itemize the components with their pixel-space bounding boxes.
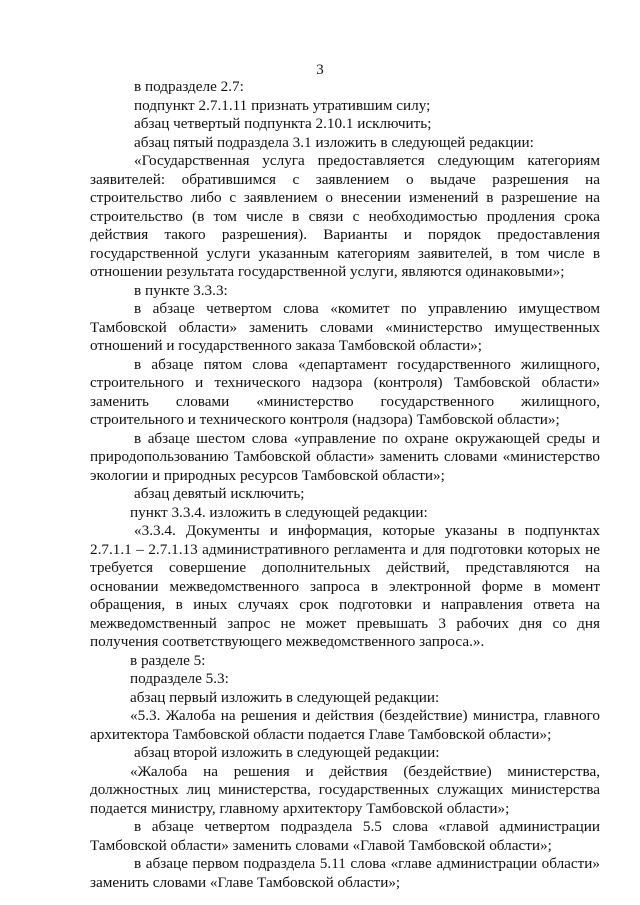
paragraph: абзац четвертый подпункта 2.10.1 исключить; bbox=[134, 115, 432, 132]
paragraph: подпункт 2.7.1.11 признать утратившим силу; bbox=[134, 96, 431, 114]
paragraph: в абзаце пятом слова «департамент государственного жилищного, строительного и технического надзора (контроля) Тамбовской области» заменить словами «министерство государственного жилищного, строительного и технического контроля (надзора) Тамбовской области»; bbox=[90, 355, 600, 428]
paragraph: в абзаце первом подраздела 5.11 слова «главе администрации области» заменить словами «Главе Тамбовской области»; bbox=[90, 855, 600, 891]
paragraph: «5.3. Жалоба на решения и действия (бездействие) министра, главного архитектора Тамбовской области подается Главе Тамбовской области»; bbox=[90, 707, 600, 743]
paragraph: «Государственная услуга предоставляется следующим категориям заявителей: обратившимся с заявлением о выдаче разрешения на строительство либо с заявлением о внесении изменений в разрешение на строительство (в том числе в связи с необходимостью продления срока действия такого разрешения). Варианты и порядок предоставления государственной услуги указанным категориям заявителей, в том числе в отношении результата государственной услуги, являются одинаковыми»; bbox=[90, 152, 600, 280]
paragraph: в пункте 3.3.3: bbox=[134, 281, 228, 299]
page-number: 3 bbox=[316, 62, 324, 78]
paragraph: в подразделе 2.7: bbox=[134, 78, 244, 95]
paragraph: «3.3.4. Документы и информация, которые указаны в подпунктах 2.7.1.1 – 2.7.1.13 административного регламента и для подготовки которых не требуется совершение дополнительных действий, представляются на основании межведомственного запроса в электронной форме в момент обращения, в иных случаях срок подготовки и направления ответа на межведомственный запрос не может превышать 3 рабочих дня со дня получения соответствующего межведомственного запроса.». bbox=[90, 522, 600, 650]
paragraph: «Жалоба на решения и действия (бездействие) министерства, должностных лиц министерства, государственных служащих министерства подается министру, главному архитектору Тамбовской области»; bbox=[90, 762, 600, 817]
paragraph: абзац пятый подраздела 3.1 изложить в следующей редакции: bbox=[134, 133, 534, 151]
paragraph: в разделе 5: bbox=[130, 651, 206, 669]
paragraph: подразделе 5.3: bbox=[130, 670, 229, 687]
paragraph: абзац первый изложить в следующей редакции: bbox=[130, 688, 440, 706]
paragraph: пункт 3.3.4. изложить в следующей редакции: bbox=[130, 503, 428, 521]
paragraph: абзац девятый исключить; bbox=[134, 485, 305, 502]
paragraph: в абзаце четвертом слова «комитет по управлению имуществом Тамбовской области» заменить словами «министерство имущественных отношений и государственного заказа Тамбовской области»; bbox=[90, 300, 600, 354]
paragraph: абзац второй изложить в следующей редакции: bbox=[134, 744, 440, 761]
document-body bbox=[90, 78, 600, 892]
paragraph: в абзаце шестом слова «управление по охране окружающей среды и природопользованию Тамбовской области» заменить словами «министерство экологии и природных ресурсов Тамбовской области»; bbox=[90, 429, 600, 484]
paragraph: в абзаце четвертом подраздела 5.5 слова «главой администрации Тамбовской области» заменить словами «Главой Тамбовской области»; bbox=[90, 818, 600, 854]
